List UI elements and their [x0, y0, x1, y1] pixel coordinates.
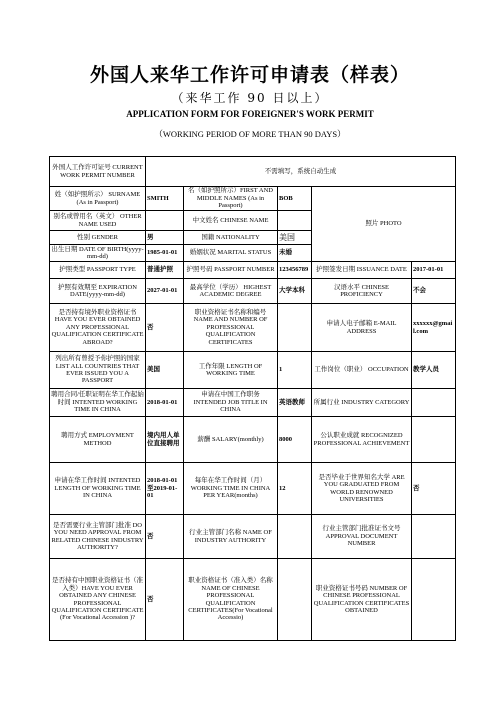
- other-name-value[interactable]: [146, 211, 184, 231]
- approval-label: 是否需要行业主管部门批准 DO YOU NEED APPROVAL FROM RELATED CHINESE INDUSTRY AUTHORITY?: [50, 515, 146, 559]
- marital-label: 婚姻状况 MARITAL STATUS: [184, 245, 278, 262]
- email-label: 申请人电子邮箱 E-MAIL ADDRESS: [312, 304, 412, 352]
- job-title-value[interactable]: 英语教师: [278, 389, 312, 417]
- months-value[interactable]: 12: [278, 463, 312, 515]
- degree-label: 最高学位（学历） HIGHEST ACADEMIC DEGREE: [184, 279, 278, 304]
- occupation-label: 工作岗位（职业） OCCUPATION: [312, 352, 412, 389]
- approval-value[interactable]: 否: [146, 515, 184, 559]
- cn-cert-name-value[interactable]: [278, 559, 312, 641]
- approval-doc-label: 行业主管部门批准证书文号 APPROVAL DOCUMENT NUMBER: [312, 515, 412, 559]
- permit-number-label: 外国人工作许可证号 CURRENT WORK PERMIT NUMBER: [50, 157, 146, 187]
- form-title: 外国人来华工作许可申请表（样表）: [89, 64, 410, 86]
- approval-doc-value[interactable]: [412, 515, 456, 559]
- issuance-value[interactable]: 2017-01-01: [412, 262, 456, 279]
- graduate-value[interactable]: 否: [412, 463, 456, 515]
- chinese-name-value[interactable]: [278, 211, 312, 231]
- issuance-label: 护照签发日期 ISSUANCE DATE: [312, 262, 412, 279]
- graduate-label: 是否毕业于世界知名大学 ARE YOU GRADUATED FROM WORLD RENOWNED UNIVERSITIES: [312, 463, 412, 515]
- prof-cert-label: 是否持有境外职业资格证书 HAVE YOU EVER OBTAINED ANY PROFESSIONAL QUALIFICATION CERTIFICATE ABROAD?: [50, 304, 146, 352]
- cn-cert-label: 是否持有中国职业资格证书（准入类）HAVE YOU EVER OBTAINED ANY CHINESE PROFESSIONAL QUALIFICATION CERTIFICATE (For Vocational Accession )?: [50, 559, 146, 641]
- occupation-value[interactable]: 教学人员: [412, 352, 456, 389]
- industry-value[interactable]: [412, 389, 456, 417]
- passport-number-label: 护照号码 PASSPORT NUMBER: [184, 262, 278, 279]
- industry-label: 所属行业 INDUSTRY CATEGORY: [312, 389, 412, 417]
- countries-value[interactable]: 美国: [146, 352, 184, 389]
- months-label: 每年在华工作时间（月）WORKING TIME IN CHINA PER YEAR(months): [184, 463, 278, 515]
- chinese-name-label: 中文姓名 CHINESE NAME: [184, 211, 278, 231]
- degree-value[interactable]: 大学本科: [278, 279, 312, 304]
- authority-label: 行业主管部门名称 NAME OF INDUSTRY AUTHORITY: [184, 515, 278, 559]
- cn-cert-number-label: 职业资格证书号码 NUMBER OF CHINESE PROFESSIONAL QUALIFICATION CERTIFICATES OBTAINED: [312, 559, 412, 641]
- prof-cert-value[interactable]: 否: [146, 304, 184, 352]
- start-value[interactable]: 2018-01-01: [146, 389, 184, 417]
- method-value[interactable]: 境内用人单位直接聘用: [146, 417, 184, 463]
- method-label: 聘用方式 EMPLOYMENT METHOD: [50, 417, 146, 463]
- surname-value[interactable]: SMITH: [146, 187, 184, 211]
- passport-type-value[interactable]: 普通护照: [146, 262, 184, 279]
- job-title-label: 申请在中国工作职务 INTENDED JOB TITLE IN CHINA: [184, 389, 278, 417]
- intended-length-label: 申请在华工作时间 INTENTED LENGTH OF WORKING TIME IN CHINA: [50, 463, 146, 515]
- cn-cert-value[interactable]: 否: [146, 559, 184, 641]
- cn-cert-number-value[interactable]: [412, 559, 456, 641]
- years-label: 工作年限 LENGTH OF WORKING TIME: [184, 352, 278, 389]
- achievement-value[interactable]: [412, 417, 456, 463]
- birth-label: 出生日期 DATE OF BIRTH(yyyy-mm-dd): [51, 245, 144, 260]
- nationality-value[interactable]: 美国: [278, 231, 312, 245]
- nationality-label: 国籍 NATIONALITY: [184, 231, 278, 245]
- passport-number-value[interactable]: 123456789: [278, 262, 312, 279]
- authority-value[interactable]: [278, 515, 312, 559]
- birth-value[interactable]: 1985-01-01: [146, 245, 184, 262]
- given-name-value[interactable]: BOB: [278, 187, 312, 211]
- achievement-label: 公认职业成就 RECOGNIZED PROFESSIONAL ACHIEVEMENT: [312, 417, 412, 463]
- permit-number-value: 不需填写，系统自动生成: [146, 157, 456, 187]
- passport-type-label: 护照类型 PASSPORT TYPE: [50, 262, 146, 279]
- intended-length-value[interactable]: 2018-01-01至2019-01-01: [146, 463, 184, 515]
- other-name-label: 别名或曾用名（英文） OTHER NAME USED: [50, 211, 146, 231]
- cert-name-value[interactable]: [278, 304, 312, 352]
- countries-label: 列出所有曾授予你护照的国家 LIST ALL COUNTRIES THAT EVER ISSUED YOU A PASSPORT: [50, 352, 146, 389]
- form-subtitle: （来华工作 90 日以上）: [171, 91, 329, 105]
- application-form-table: [49, 156, 456, 641]
- cert-name-label: 职业资格证书名称和编号 NAME AND NUMBER OF PROFESSIONAL QUALIFICATION CERTIFICATES: [184, 304, 278, 352]
- cn-cert-name-label: 职业资格证书（准入类）名称 NAME OF CHINESE PROFESSIONAL QUALIFICATION CERTIFICATES(For Vocational Accessio): [184, 559, 278, 641]
- salary-value[interactable]: 8000: [278, 417, 312, 463]
- start-label: 聘用合同/任职证明在华工作起始时间 INTENTED WORKING TIME IN CHINA: [50, 389, 146, 417]
- form-english-title: APPLICATION FORM FOR FOREIGNER'S WORK PERMIT: [126, 109, 374, 119]
- expiration-label: 护照有效期至 EXPIRATION DATE(yyyy-mm-dd): [50, 279, 146, 304]
- gender-value[interactable]: 男: [146, 231, 184, 245]
- expiration-value[interactable]: 2027-01-01: [146, 279, 184, 304]
- chinese-proficiency-value[interactable]: 不会: [412, 279, 456, 304]
- photo-box: 照片 PHOTO: [312, 187, 456, 262]
- marital-value[interactable]: 未婚: [278, 245, 312, 262]
- form-english-subtitle: （WORKING PERIOD OF MORE THAN 90 DAYS）: [154, 129, 346, 139]
- surname-label: 姓（如护照所示） SURNAME (As in Passport): [50, 187, 146, 211]
- gender-label: 性别 GENDER: [50, 231, 146, 245]
- years-value[interactable]: 1: [278, 352, 312, 389]
- given-name-label: 名（如护照所示）FIRST AND MIDDLE NAMES (As in Passport): [184, 187, 278, 211]
- chinese-proficiency-label: 汉语水平 CHINESE PROFICIENCY: [312, 279, 412, 304]
- salary-label: 薪酬 SALARY(monthly): [184, 417, 278, 463]
- email-value[interactable]: xxxxxx@gmail.com: [412, 304, 456, 352]
